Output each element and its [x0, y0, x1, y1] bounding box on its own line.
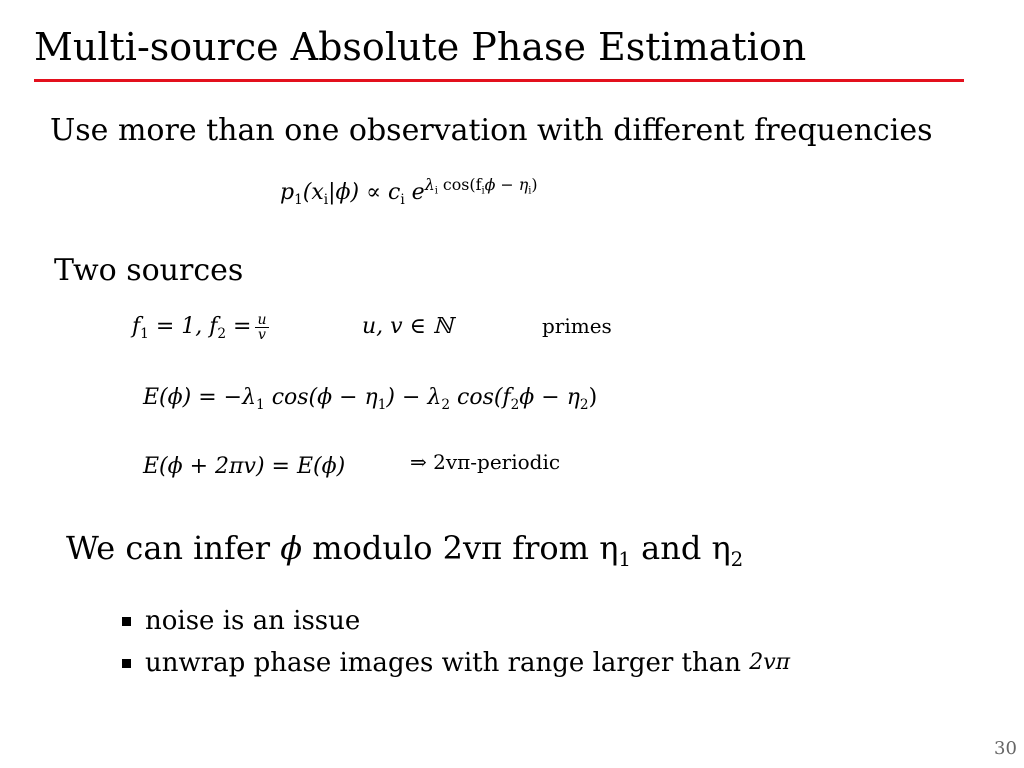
bullet-text: unwrap phase images with range larger than: [145, 648, 741, 678]
periodic-implication: ⇒ 2vπ-periodic: [410, 450, 561, 474]
inference-eta2-sub: 2: [730, 547, 744, 571]
primes-label: primes: [542, 314, 612, 338]
energy-d: cos(f: [450, 385, 511, 410]
eq-p-sub: 1: [294, 191, 303, 208]
f1-sub: 1: [140, 325, 149, 342]
title-underline: [34, 79, 964, 82]
square-bullet-icon: [122, 617, 131, 626]
eq-args-sub: i: [323, 191, 329, 208]
likelihood-equation: [280, 175, 538, 208]
eq-p: p: [280, 180, 295, 205]
bullet-item: [122, 600, 790, 642]
energy-e-sub: 2: [579, 396, 589, 413]
f1-symbol: f: [132, 314, 141, 339]
inference-eta1-sub: 1: [618, 547, 631, 571]
eq-exp-lambda-sub: i: [434, 185, 438, 197]
f2-equals: =: [226, 314, 252, 339]
energy-equation: [143, 383, 597, 413]
eq-exp-eta-sub: i: [528, 185, 532, 197]
eq-c-sub: i: [400, 191, 405, 208]
slide-title: Multi-source Absolute Phase Estimation: [34, 25, 807, 69]
energy-b-sub: 1: [377, 396, 387, 413]
natural-numbers-set: u, v ∈ ℕ: [362, 314, 453, 339]
inference-statement: [66, 528, 744, 571]
eq-exp-f-sub: i: [481, 185, 485, 197]
energy-a-sub: 1: [256, 396, 265, 413]
bullet-list: [122, 600, 790, 684]
energy-e: ϕ − η: [519, 385, 580, 410]
f1-value: = 1, f: [148, 314, 218, 339]
bullet-item: [122, 642, 790, 684]
intro-text: Use more than one observation with different frequencies: [50, 113, 933, 148]
bullet-text: noise is an issue: [145, 606, 361, 636]
eq-exp-cos: cos(f: [437, 175, 482, 195]
eq-exp-lambda: λ: [424, 175, 435, 195]
inference-and: and η: [630, 529, 731, 567]
frequency-definition: [132, 312, 269, 342]
inference-modulo: modulo 2vπ from η: [302, 529, 619, 567]
energy-c: ) − λ: [386, 385, 442, 410]
periodicity-equation: E(ϕ + 2πv) = E(ϕ): [143, 454, 346, 479]
inference-prefix: We can infer: [66, 529, 271, 567]
fraction-numerator: u: [257, 311, 267, 328]
square-bullet-icon: [122, 659, 131, 668]
inference-phi: ϕ: [270, 529, 303, 567]
eq-exp-mid: ϕ − η: [484, 175, 529, 195]
eq-exp-end: ): [531, 175, 538, 195]
bullet-math: 2vπ: [749, 650, 791, 675]
energy-b: cos(ϕ − η: [264, 385, 378, 410]
eq-e: e: [404, 180, 425, 205]
fraction-denominator: v: [258, 326, 266, 343]
eq-args: (x: [302, 180, 324, 205]
energy-f: ): [588, 385, 598, 410]
energy-c-sub: 2: [441, 396, 451, 413]
two-sources-heading: Two sources: [54, 253, 244, 288]
energy-d-sub: 2: [510, 396, 520, 413]
energy-a: E(ϕ) = −λ: [143, 385, 257, 410]
u-over-v-fraction: [255, 313, 268, 342]
eq-args-end: |ϕ) ∝ c: [328, 180, 401, 205]
f2-sub: 2: [217, 325, 227, 342]
page-number: 30: [994, 738, 1017, 759]
